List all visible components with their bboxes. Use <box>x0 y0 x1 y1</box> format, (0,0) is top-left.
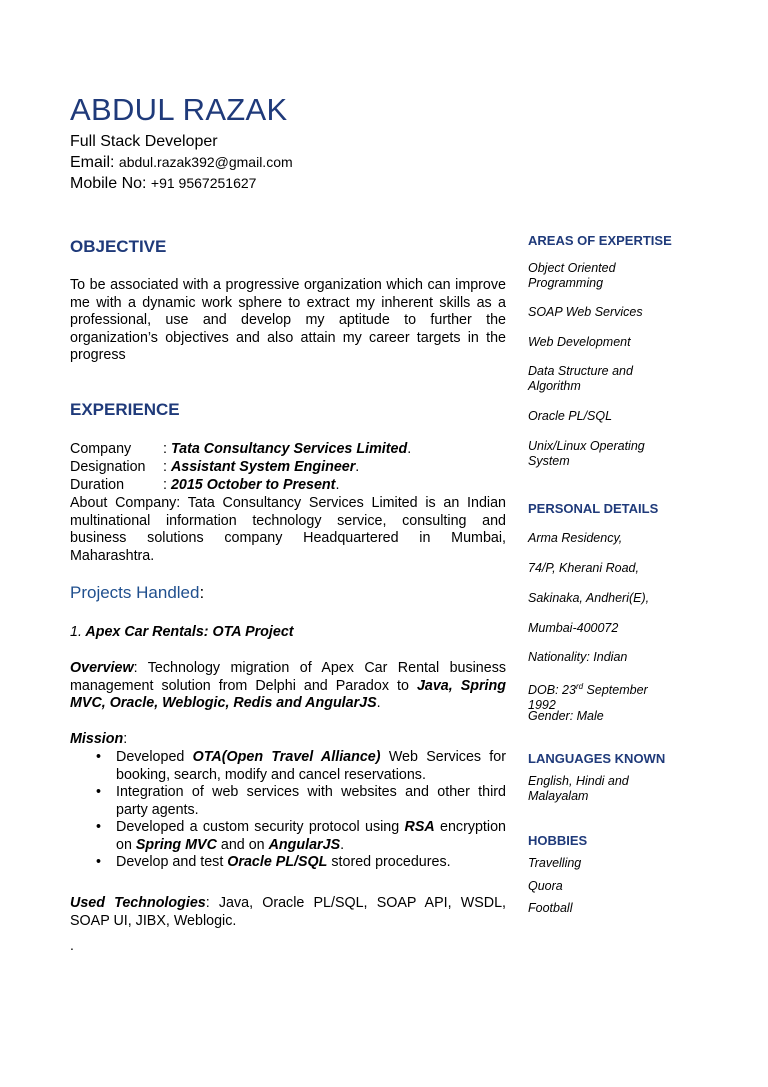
languages-heading: LANGUAGES KNOWN <box>528 751 666 766</box>
overview-text: Technology migration of Apex Car Rental business management solution from Delphi and Paradox to <box>70 660 506 694</box>
used-text: Java, Oracle PL/SQL, SOAP API, WSDL, SOAP UI, JIBX, Weblogic. <box>70 895 506 929</box>
used-label: Used Technologies <box>70 895 206 911</box>
list-item: • Develop and test Oracle PL/SQL stored procedures. <box>96 854 506 872</box>
designation-value: Assistant System Engineer <box>170 459 356 475</box>
projects-heading: Projects Handled: <box>70 583 205 602</box>
hobbies-heading: HOBBIES <box>528 833 588 848</box>
project-name: Apex Car Rentals: OTA Project <box>85 624 294 640</box>
nationality: Nationality: Indian <box>528 650 628 664</box>
hobby-item: Quora <box>528 879 563 893</box>
candidate-name: ABDUL RAZAK <box>70 92 288 127</box>
languages-text: English, Hindi and Malayalam <box>528 774 629 803</box>
mobile-label: Mobile No: <box>70 175 151 192</box>
expertise-item: Oracle PL/SQL <box>528 409 613 423</box>
expertise-item: Object Oriented Programming <box>528 261 616 290</box>
overview-label: Overview <box>70 660 134 676</box>
company-label: Company <box>70 441 132 457</box>
gender: Gender: Male <box>528 709 604 723</box>
designation-row: Designation : Assistant System Engineer. <box>70 459 360 475</box>
trailing-dot: . <box>70 937 74 953</box>
designation-label: Designation <box>70 459 146 475</box>
used-technologies: Used Technologies: Java, Oracle PL/SQL, SOAP API, WSDL, SOAP UI, JIBX, Weblogic. <box>70 895 506 929</box>
mobile-value: +91 9567251627 <box>150 175 257 191</box>
expertise-item: Data Structure and Algorithm <box>528 364 633 393</box>
expertise-item: SOAP Web Services <box>528 305 643 319</box>
personal-heading: PERSONAL DETAILS <box>528 501 659 516</box>
job-title: Full Stack Developer <box>70 133 218 150</box>
list-item: • Integration of web services with websites and other third party agents. <box>96 784 506 819</box>
list-item: • Developed a custom security protocol using RSA encryption on Spring MVC and on AngularJS. <box>96 819 506 854</box>
objective-text: To be associated with a progressive organization which can improve me with a dynamic work sphere to extract my inherent skills as a professional, use and develop my aptitude to further the organization’s objectives and also attain my career targets in the progress <box>70 277 506 363</box>
duration-label: Duration <box>70 477 125 493</box>
expertise-heading: AREAS OF EXPERTISE <box>528 233 672 248</box>
objective-heading: OBJECTIVE <box>70 237 167 256</box>
hobby-item: Travelling <box>528 856 582 870</box>
about-company: About Company: Tata Consultancy Services Limited is an Indian multinational information technology service, consulting and business solutions company Headquartered in Mumbai, Maharashtra. <box>70 495 506 564</box>
date-of-birth: DOB: 23rd September 1992 <box>528 682 648 713</box>
project-title <box>70 624 294 640</box>
address-line-4: Mumbai-400072 <box>528 621 619 635</box>
expertise-item: Web Development <box>528 335 631 349</box>
email-line <box>70 153 293 172</box>
email-label: Email: <box>70 154 119 171</box>
hobby-item: Football <box>528 901 573 915</box>
mission-label: Mission <box>70 731 124 747</box>
expertise-item: Unix/Linux Operating System <box>528 439 645 468</box>
duration-value: 2015 October to Present <box>170 477 336 493</box>
address-line-2: 74/P, Kherani Road, <box>528 561 639 575</box>
address-line-3: Sakinaka, Andheri(E), <box>528 591 650 605</box>
mission-heading: Mission: <box>70 731 128 747</box>
company-value: Tata Consultancy Services Limited <box>170 441 408 457</box>
address-line-1: Arma Residency, <box>528 531 623 545</box>
list-item: • Developed OTA(Open Travel Alliance) Web Services for booking, search, modify and cancel reservations. <box>96 749 506 784</box>
mission-list <box>96 749 506 872</box>
email-value[interactable]: abdul.razak392@gmail.com <box>118 154 293 170</box>
overview-tech: Java, Spring MVC, Oracle, Weblogic, Redis and AngularJS <box>70 677 506 711</box>
company-row: Company : Tata Consultancy Services Limited. <box>70 441 412 457</box>
project-overview: Overview: Technology migration of Apex Car Rental business management solution from Delphi and Paradox to Java, Spring MVC, Oracle, Weblogic, Redis and AngularJS. <box>70 660 506 711</box>
project-number: 1. <box>70 624 82 640</box>
duration-row: Duration : 2015 October to Present. <box>70 477 340 493</box>
experience-heading: EXPERIENCE <box>70 400 180 419</box>
mobile-line <box>70 174 256 193</box>
